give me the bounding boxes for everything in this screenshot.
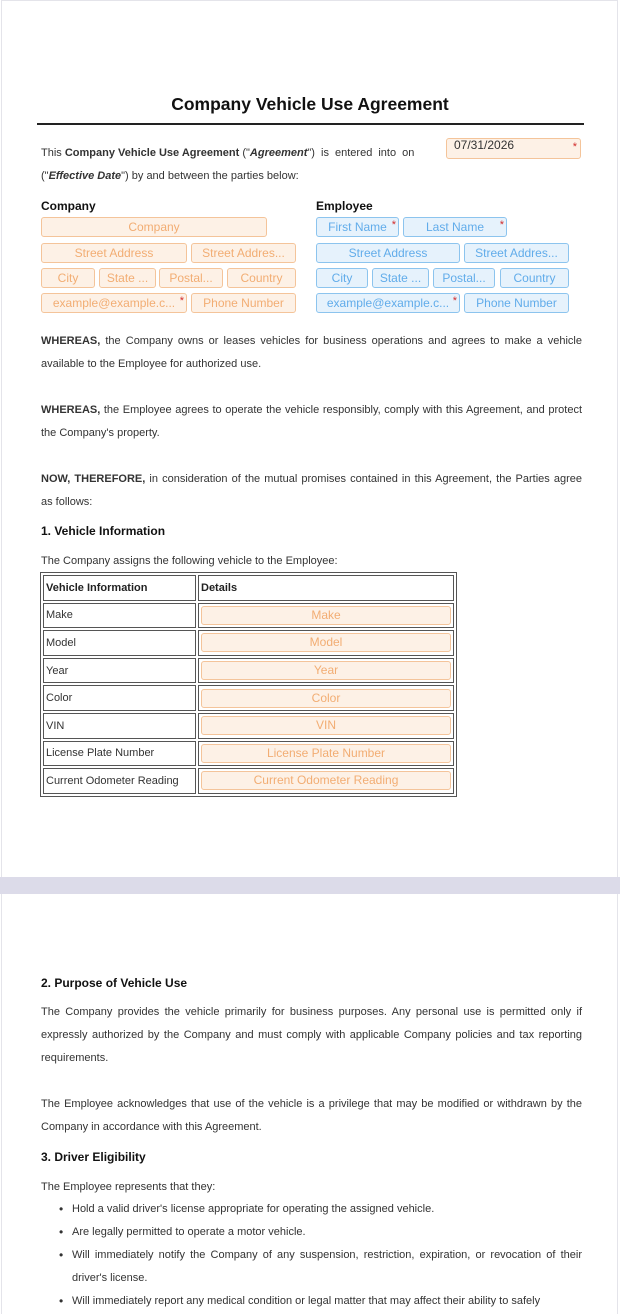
license-plate-input[interactable]: License Plate Number [201,744,451,763]
required-mark: * [452,295,457,307]
row-label: Model [43,630,196,656]
row-value-cell [198,768,454,794]
intro-line-1: This Company Vehicle Use Agreement ("Agreement") is entered into on [41,147,415,159]
row-label: Year [43,658,196,684]
make-input[interactable]: Make [201,606,451,625]
row-value-cell [198,685,454,711]
table-row [43,768,454,794]
company-heading: Company [41,199,96,213]
table-row [43,630,454,656]
company-state-input[interactable]: State ... [99,268,156,288]
color-input[interactable]: Color [201,689,451,708]
page-title: Company Vehicle Use Agreement [171,94,449,114]
table-row [43,713,454,739]
company-street-input[interactable]: Street Address [41,243,187,263]
company-country-input[interactable]: Country [227,268,296,288]
required-mark: * [179,295,184,307]
section-1-intro: The Company assigns the following vehicle to the Employee: [41,555,338,567]
list-item: • Are legally permitted to operate a motor vehicle. [41,1221,582,1244]
page-separator [0,877,620,894]
employee-phone-input[interactable]: Phone Number [464,293,569,313]
employee-state-input[interactable]: State ... [372,268,429,288]
row-value-cell [198,713,454,739]
list-item: • Will immediately notify the Company of any suspension, restriction, expiration, or revocation of their driver's license. [41,1244,582,1290]
intro-line-2: ("Effective Date") by and between the parties below: [41,170,299,182]
whereas-paragraph-1: WHEREAS, the Company owns or leases vehicles for business operations and agrees to make a vehicle available to the Employee for authorized use. [41,335,582,370]
employee-heading: Employee [316,199,373,213]
company-name-input[interactable]: Company [41,217,267,237]
required-mark: * [572,141,577,153]
section-2-heading: 2. Purpose of Vehicle Use [41,976,188,990]
company-street2-input[interactable]: Street Addres... [191,243,296,263]
row-value-cell [198,658,454,684]
section-3-intro: The Employee represents that they: [41,1181,216,1193]
model-input[interactable]: Model [201,633,451,652]
row-label: License Plate Number [43,741,196,767]
column-header-details: Details [198,575,454,601]
effective-date-field[interactable]: 07/31/2026 * [446,138,581,159]
section-2-paragraph-2: The Employee acknowledges that use of the vehicle is a privilege that may be modified or withdrawn by the Company in accordance with this Agreement. [41,1098,582,1133]
company-phone-input[interactable]: Phone Number [191,293,296,313]
column-header-vehicle-info: Vehicle Information [43,575,196,601]
required-mark: * [391,219,396,231]
now-therefore-paragraph: NOW, THEREFORE, in consideration of the mutual promises contained in this Agreement, the Parties agree as follows: [41,473,582,508]
row-label: Make [43,603,196,629]
employee-country-input[interactable]: Country [500,268,569,288]
employee-street-input[interactable]: Street Address [316,243,460,263]
table-row [43,685,454,711]
employee-street2-input[interactable]: Street Addres... [464,243,569,263]
section-2-paragraph-1: The Company provides the vehicle primarily for business purposes. Any personal use is permitted only if expressly authorized by the Company and must comply with applicable Company policies and tax reporting requirements. [41,1006,582,1064]
row-value-cell [198,603,454,629]
employee-first-name-input[interactable]: First Name * [316,217,399,237]
row-label: VIN [43,713,196,739]
company-city-input[interactable]: City [41,268,95,288]
list-item: • Hold a valid driver's license appropriate for operating the assigned vehicle. [41,1198,582,1221]
whereas-paragraph-2: WHEREAS, the Employee agrees to operate the vehicle responsibly, comply with this Agreement, and protect the Company's property. [41,404,582,439]
vehicle-info-table [40,572,457,797]
list-item: • Will immediately report any medical condition or legal matter that may affect their ability to safely [41,1290,582,1313]
employee-postal-input[interactable]: Postal... [433,268,495,288]
title-divider [37,123,584,125]
table-row [43,658,454,684]
vin-input[interactable]: VIN [201,716,451,735]
table-row [43,741,454,767]
employee-city-input[interactable]: City [316,268,368,288]
eligibility-list [41,1198,582,1313]
year-input[interactable]: Year [201,661,451,680]
row-value-cell [198,741,454,767]
row-value-cell [198,630,454,656]
section-3-heading: 3. Driver Eligibility [41,1150,146,1164]
employee-email-input[interactable]: example@example.c... * [316,293,460,313]
section-1-heading: 1. Vehicle Information [41,524,166,538]
required-mark: * [499,219,504,231]
company-postal-input[interactable]: Postal... [159,268,223,288]
odometer-input[interactable]: Current Odometer Reading [201,771,451,790]
table-header-row [43,575,454,601]
table-row [43,603,454,629]
employee-last-name-input[interactable]: Last Name * [403,217,507,237]
row-label: Current Odometer Reading [43,768,196,794]
company-email-input[interactable]: example@example.c... * [41,293,187,313]
row-label: Color [43,685,196,711]
